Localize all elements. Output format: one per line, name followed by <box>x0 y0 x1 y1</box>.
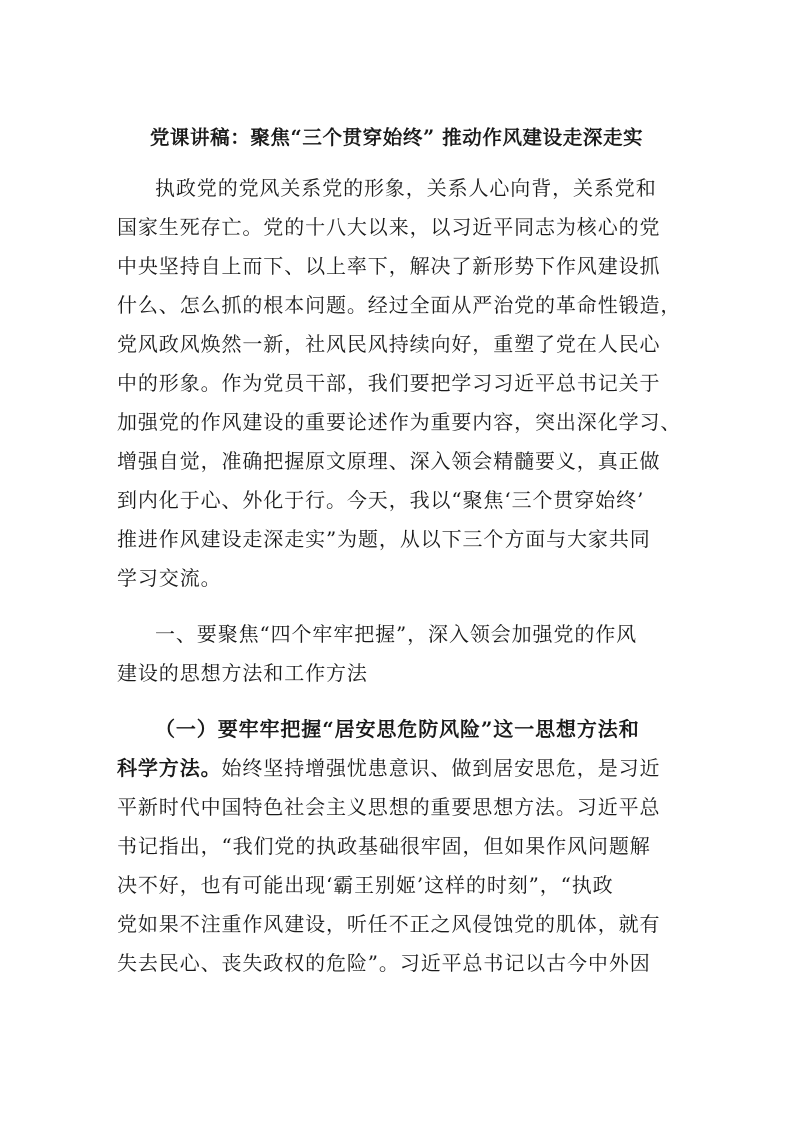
subsection-heading: （一）要牢牢把握“居安思危防风险”这一思想方法和 <box>155 717 640 741</box>
body-line: 党如果不注重作风建设，听任不正之风侵蚀党的肌体，就有 <box>117 912 661 936</box>
body-line: 平新时代中国特色社会主义思想的重要思想方法。习近平总 <box>117 795 661 819</box>
subsection-first-line <box>117 753 660 783</box>
intro-line: 党风政风焕然一新，社风民风持续向好，重塑了党在人民心 <box>117 332 661 356</box>
body-line: 书记指出，“我们党的执政基础很牢固，但如果作风问题解 <box>117 834 651 858</box>
intro-line: 到内化于心、外化于行。今天，我以“聚焦‘三个贯穿始终’ <box>117 488 645 512</box>
section-heading-line: 建设的思想方法和工作方法 <box>117 661 368 685</box>
subsection-heading-tail: 科学方法。 <box>117 756 222 780</box>
document-title: 党课讲稿：聚焦“三个贯穿始终” 推动作风建设走深走实 <box>149 126 644 149</box>
intro-line: 中央坚持自上而下、以上率下，解决了新形势下作风建设抓 <box>117 254 661 278</box>
body-line: 失去民心、丧失政权的危险”。习近平总书记以古今中外因 <box>117 951 651 975</box>
intro-line: 增强自觉，准确把握原文原理、深入领会精髓要义，真正做 <box>117 449 661 473</box>
subsection-body-text: 始终坚持增强忧患意识、做到居安思危，是习近 <box>221 756 661 780</box>
intro-line: 推进作风建设走深走实”为题，从以下三个方面与大家共同 <box>117 527 651 551</box>
intro-line: 加强党的作风建设的重要论述作为重要内容，突出深化学习、 <box>117 410 682 434</box>
intro-line: 国家生死存亡。党的十八大以来，以习近平同志为核心的党 <box>117 215 661 239</box>
intro-line: 中的形象。作为党员干部，我们要把学习习近平总书记关于 <box>117 371 661 395</box>
section-heading-line: 一、要聚焦“四个牢牢把握”，深入领会加强党的作风 <box>155 622 638 646</box>
intro-line: 什么、怎么抓的根本问题。经过全面从严治党的革命性锻造， <box>117 293 682 317</box>
intro-line: 执政党的党风关系党的形象，关系人心向背，关系党和 <box>155 176 657 200</box>
body-line: 决不好，也有可能出现‘霸王别姬’这样的时刻”，“执政 <box>117 873 614 897</box>
intro-line: 学习交流。 <box>117 566 222 590</box>
